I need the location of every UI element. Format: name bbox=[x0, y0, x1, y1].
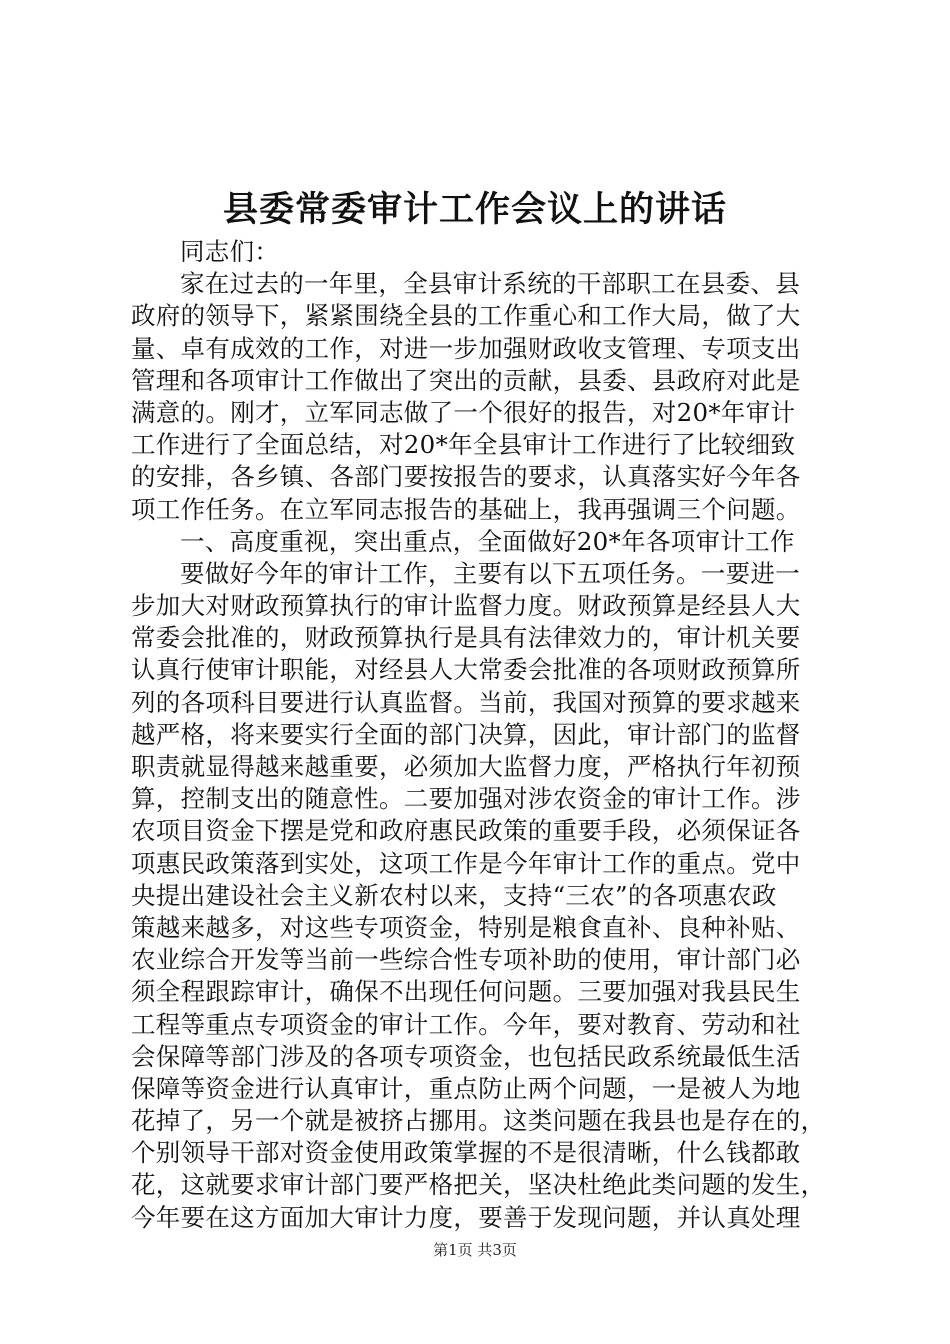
paragraph-line: 列的各项科目要进行认真监督。当前，我国对预算的要求越来 bbox=[131, 687, 801, 717]
paragraph-line: 工程等重点专项资金的审计工作。今年，要对教育、劳动和社 bbox=[131, 1009, 801, 1039]
paragraph-line: 会保障等部门涉及的各项专项资金，也包括民政系统最低生活 bbox=[131, 1041, 801, 1071]
document-body bbox=[131, 236, 829, 1234]
paragraph-line: 量、卓有成效的工作，对进一步加强财政收支管理、专项支出 bbox=[131, 333, 801, 363]
paragraph-line: 策越来越多，对这些专项资金，特别是粮食直补、良种补贴、 bbox=[131, 912, 801, 942]
page-footer: 第1页 共3页 bbox=[433, 1241, 517, 1259]
paragraph-line: 农业综合开发等当前一些综合性专项补助的使用，审计部门必 bbox=[131, 945, 801, 975]
paragraph-line: 工作进行了全面总结，对20*年全县审计工作进行了比较细致 bbox=[131, 430, 796, 460]
paragraph-line: 的安排，各乡镇、各部门要按报告的要求，认真落实好今年各 bbox=[131, 462, 801, 492]
paragraph-line: 职责就显得越来越重要，必须加大监督力度，严格执行年初预 bbox=[131, 752, 801, 781]
paragraph-line: 个别领导干部对资金使用政策掌握的不是很清晰，什么钱都敢 bbox=[131, 1138, 801, 1168]
paragraph-line: 须全程跟踪审计，确保不出现任何问题。三要加强对我县民生 bbox=[131, 977, 801, 1007]
paragraph-line: 花掉了，另一个就是被挤占挪用。这类问题在我县也是存在的， bbox=[131, 1106, 826, 1136]
paragraph-line: 常委会批准的，财政预算执行是具有法律效力的，审计机关要 bbox=[131, 623, 801, 653]
paragraph-line: 政府的领导下，紧紧围绕全县的工作重心和工作大局，做了大 bbox=[131, 301, 801, 331]
paragraph-line: 认真行使审计职能，对经县人大常委会批准的各项财政预算所 bbox=[131, 655, 801, 685]
paragraph-line: 要做好今年的审计工作，主要有以下五项任务。一要进一 bbox=[180, 558, 800, 588]
salutation: 同志们： bbox=[180, 237, 280, 266]
paragraph-line: 项工作任务。在立军同志报告的基础上，我再强调三个问题。 bbox=[131, 494, 801, 524]
paragraph-line: 央提出建设社会主义新农村以来，支持“三农”的各项惠农政 bbox=[131, 880, 777, 910]
paragraph-line: 步加大对财政预算执行的审计监督力度。财政预算是经县人大 bbox=[131, 591, 801, 621]
paragraph-line: 项惠民政策落到实处，这项工作是今年审计工作的重点。党中 bbox=[131, 848, 801, 878]
paragraph-line: 保障等资金进行认真审计，重点防止两个问题，一是被人为地 bbox=[131, 1073, 801, 1103]
paragraph-line: 农项目资金下摆是党和政府惠民政策的重要手段，必须保证各 bbox=[131, 816, 801, 846]
paragraph-line: 今年要在这方面加大审计力度，要善于发现问题，并认真处理 bbox=[131, 1202, 801, 1232]
section-heading: 一、高度重视，突出重点，全面做好20*年各项审计工作 bbox=[180, 526, 795, 556]
paragraph-line: 越严格，将来要实行全面的部门决算，因此，审计部门的监督 bbox=[131, 719, 801, 749]
paragraph-line: 花，这就要求审计部门要严格把关，坚决杜绝此类问题的发生， bbox=[131, 1170, 826, 1200]
paragraph-line: 管理和各项审计工作做出了突出的贡献，县委、县政府对此是 bbox=[131, 365, 801, 395]
document-title: 县委常委审计工作会议上的讲话 bbox=[222, 189, 727, 230]
paragraph-line: 算，控制支出的随意性。二要加强对涉农资金的审计工作。涉 bbox=[131, 784, 801, 814]
paragraph-line: 满意的。刚才，立军同志做了一个很好的报告，对20*年审计 bbox=[131, 397, 796, 427]
paragraph-line: 家在过去的一年里，全县审计系统的干部职工在县委、县 bbox=[180, 269, 800, 299]
